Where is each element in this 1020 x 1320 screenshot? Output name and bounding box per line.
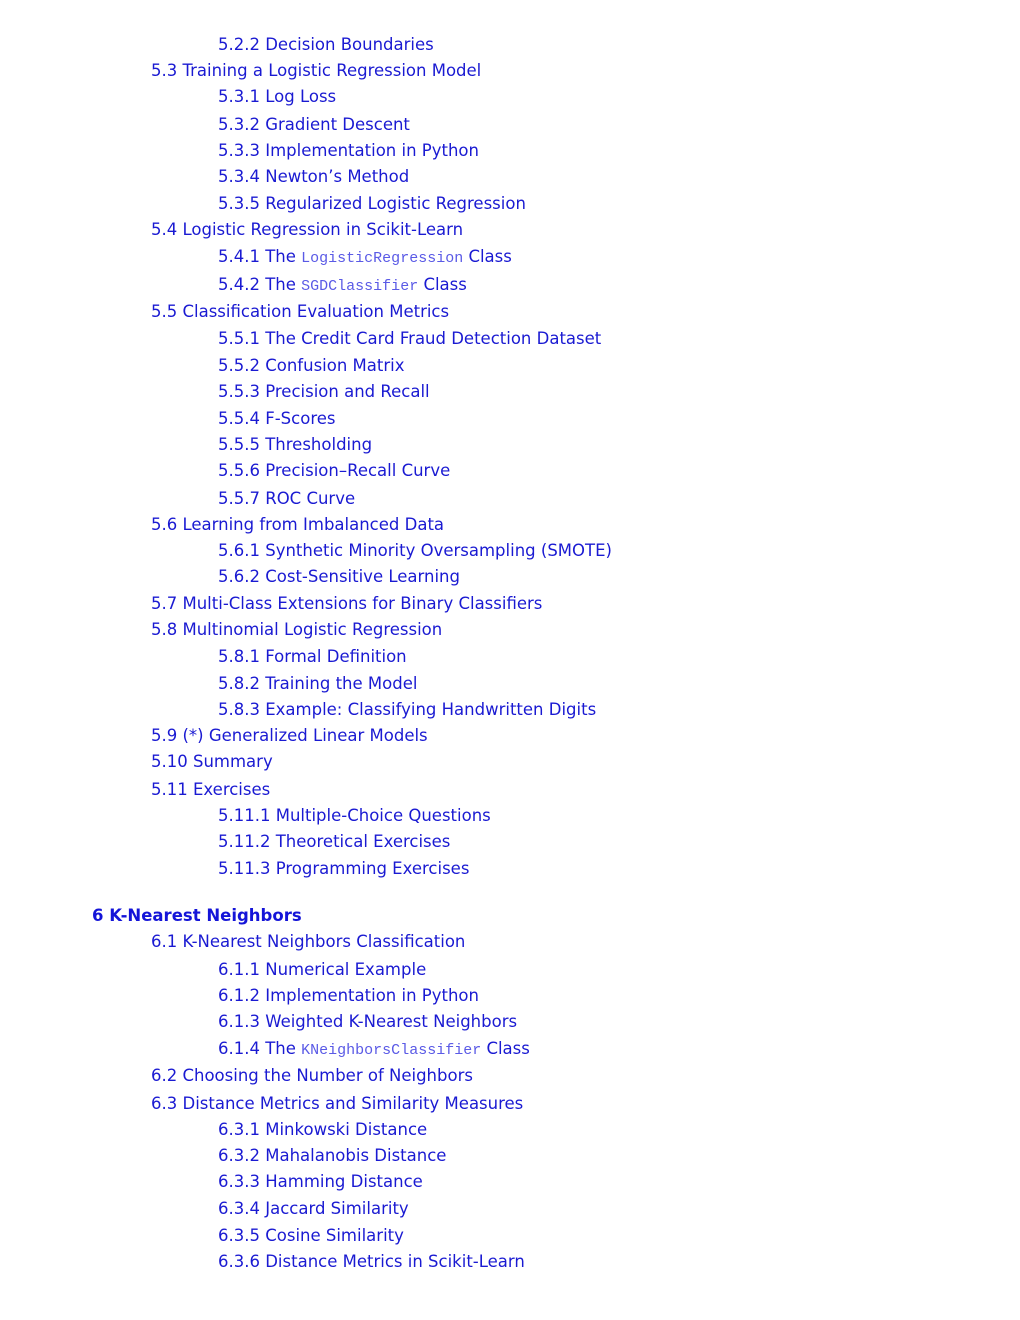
toc-entry-text: 5.6.1 Synthetic Minority Oversampling (SMOTE) xyxy=(218,541,612,560)
toc-entry-text: 5.11.3 Programming Exercises xyxy=(218,859,470,878)
toc-section-link[interactable] xyxy=(151,932,465,952)
toc-entry-text: 6.3.3 Hamming Distance xyxy=(218,1172,423,1191)
toc-subsection-link[interactable] xyxy=(218,115,410,135)
toc-subsection-link[interactable] xyxy=(218,489,355,509)
toc-entry-text: 5.3.4 Newton’s Method xyxy=(218,167,410,186)
toc-entry-text-suffix: Class xyxy=(481,1039,530,1058)
toc-entry-text: 5.8.3 Example: Classifying Handwritten Digits xyxy=(218,700,597,719)
toc-entry-text: 5.8.2 Training the Model xyxy=(218,674,418,693)
toc-entry-text: 5.5.6 Precision–Recall Curve xyxy=(218,461,451,480)
toc-subsection-link[interactable] xyxy=(218,1226,404,1246)
toc-entry-text: 5.5.2 Confusion Matrix xyxy=(218,356,405,375)
toc-subsection-link[interactable] xyxy=(218,329,601,349)
toc-entry-text: 5.5.7 ROC Curve xyxy=(218,489,356,508)
toc-entry-text: 6.3.2 Mahalanobis Distance xyxy=(218,1146,447,1165)
toc-subsection-link[interactable] xyxy=(218,382,430,402)
toc-entry-text: 6.1.1 Numerical Example xyxy=(218,960,427,979)
toc-subsection-link[interactable] xyxy=(218,275,467,297)
toc-entry-text-suffix: Class xyxy=(418,275,467,294)
toc-subsection-link[interactable] xyxy=(218,960,426,980)
toc-subsection-link[interactable] xyxy=(218,167,409,187)
toc-subsection-link[interactable] xyxy=(218,567,460,587)
toc-subsection-link[interactable] xyxy=(218,87,336,107)
toc-entry-text: 5.8.1 Formal Definition xyxy=(218,647,407,666)
toc-entry-text: 5.11.1 Multiple-Choice Questions xyxy=(218,806,491,825)
toc-entry-text: 6.1 K-Nearest Neighbors Classification xyxy=(151,932,466,951)
toc-section-link[interactable] xyxy=(151,302,449,322)
toc-subsection-link[interactable] xyxy=(218,1252,525,1272)
toc-entry-text: 6.3.6 Distance Metrics in Scikit-Learn xyxy=(218,1252,525,1271)
toc-entry-text: 5.4.1 The xyxy=(218,247,302,266)
toc-subsection-link[interactable] xyxy=(218,1120,427,1140)
toc-subsection-link[interactable] xyxy=(218,647,407,667)
toc-section-link[interactable] xyxy=(151,620,442,640)
toc-subsection-link[interactable] xyxy=(218,247,512,269)
toc-section-link[interactable] xyxy=(151,220,463,240)
toc-entry-text: 5.5.5 Thresholding xyxy=(218,435,373,454)
toc-entry-text: 6.2 Choosing the Number of Neighbors xyxy=(151,1066,473,1085)
toc-subsection-link[interactable] xyxy=(218,1146,446,1166)
toc-entry-text: 6.1.3 Weighted K-Nearest Neighbors xyxy=(218,1012,518,1031)
toc-section-link[interactable] xyxy=(151,61,481,81)
toc-entry-text: 5.4 Logistic Regression in Scikit-Learn xyxy=(151,220,464,239)
toc-entry-text: 5.3 Training a Logistic Regression Model xyxy=(151,61,482,80)
toc-entry-text: 5.6 Learning from Imbalanced Data xyxy=(151,515,445,534)
toc-subsection-link[interactable] xyxy=(218,806,491,826)
toc-subsection-link[interactable] xyxy=(218,194,526,214)
toc-subsection-link[interactable] xyxy=(218,674,417,694)
toc-entry-text: 6.1.4 The xyxy=(218,1039,302,1058)
toc-entry-text: 5.10 Summary xyxy=(151,752,273,771)
toc-entry-text: 5.4.2 The xyxy=(218,275,302,294)
toc-subsection-link[interactable] xyxy=(218,435,372,455)
toc-subsection-link[interactable] xyxy=(218,409,335,429)
toc-subsection-link[interactable] xyxy=(218,461,450,481)
toc-entry-text: 5.8 Multinomial Logistic Regression xyxy=(151,620,443,639)
toc-entry-text: 5.11 Exercises xyxy=(151,780,271,799)
toc-subsection-link[interactable] xyxy=(218,986,479,1006)
toc-section-link[interactable] xyxy=(151,780,270,800)
toc-entry-text: 5.5 Classification Evaluation Metrics xyxy=(151,302,450,321)
toc-entry-text: 6 K-Nearest Neighbors xyxy=(92,906,302,925)
toc-entry-text: 6.3 Distance Metrics and Similarity Measures xyxy=(151,1094,524,1113)
toc-subsection-link[interactable] xyxy=(218,700,596,720)
toc-section-link[interactable] xyxy=(151,1094,523,1114)
toc-subsection-link[interactable] xyxy=(218,1199,409,1219)
toc-subsection-link[interactable] xyxy=(218,141,479,161)
toc-subsection-link[interactable] xyxy=(218,1012,517,1032)
toc-entry-text: 5.3.3 Implementation in Python xyxy=(218,141,479,160)
toc-entry-text: 6.3.5 Cosine Similarity xyxy=(218,1226,404,1245)
toc-entry-text: 6.3.1 Minkowski Distance xyxy=(218,1120,428,1139)
toc-entry-text: 5.5.4 F-Scores xyxy=(218,409,336,428)
toc-entry-text: 6.3.4 Jaccard Similarity xyxy=(218,1199,409,1218)
toc-subsection-link[interactable] xyxy=(218,1172,423,1192)
toc-entry-text: 5.3.1 Log Loss xyxy=(218,87,337,106)
toc-entry-text: 5.3.5 Regularized Logistic Regression xyxy=(218,194,526,213)
toc-entry-text: 5.6.2 Cost-Sensitive Learning xyxy=(218,567,460,586)
toc-entry-text-suffix: Class xyxy=(463,247,512,266)
toc-section-link[interactable] xyxy=(151,515,444,535)
toc-subsection-link[interactable] xyxy=(218,859,469,879)
toc-section-link[interactable] xyxy=(151,726,428,746)
toc-section-link[interactable] xyxy=(151,1066,473,1086)
toc-section-link[interactable] xyxy=(151,594,542,614)
toc-subsection-link[interactable] xyxy=(218,356,405,376)
toc-subsection-link[interactable] xyxy=(218,35,434,55)
toc-entry-text: 5.9 (*) Generalized Linear Models xyxy=(151,726,428,745)
toc-subsection-link[interactable] xyxy=(218,541,612,561)
toc-entry-code: KNeighborsClassifier xyxy=(301,1042,482,1059)
toc-subsection-link[interactable] xyxy=(218,1039,530,1061)
toc-entry-text: 5.5.1 The Credit Card Fraud Detection Dataset xyxy=(218,329,602,348)
toc-section-link[interactable] xyxy=(151,752,273,772)
toc-entry-text: 5.5.3 Precision and Recall xyxy=(218,382,430,401)
toc-entry-text: 5.2.2 Decision Boundaries xyxy=(218,35,434,54)
toc-chapter-link[interactable] xyxy=(92,906,302,926)
toc-entry-text: 5.11.2 Theoretical Exercises xyxy=(218,832,451,851)
toc-entry-text: 5.7 Multi-Class Extensions for Binary Classifiers xyxy=(151,594,543,613)
toc-entry-code: SGDClassifier xyxy=(301,278,419,295)
toc-entry-text: 5.3.2 Gradient Descent xyxy=(218,115,410,134)
toc-entry-text: 6.1.2 Implementation in Python xyxy=(218,986,479,1005)
toc-subsection-link[interactable] xyxy=(218,832,450,852)
toc-entry-code: LogisticRegression xyxy=(301,250,464,267)
